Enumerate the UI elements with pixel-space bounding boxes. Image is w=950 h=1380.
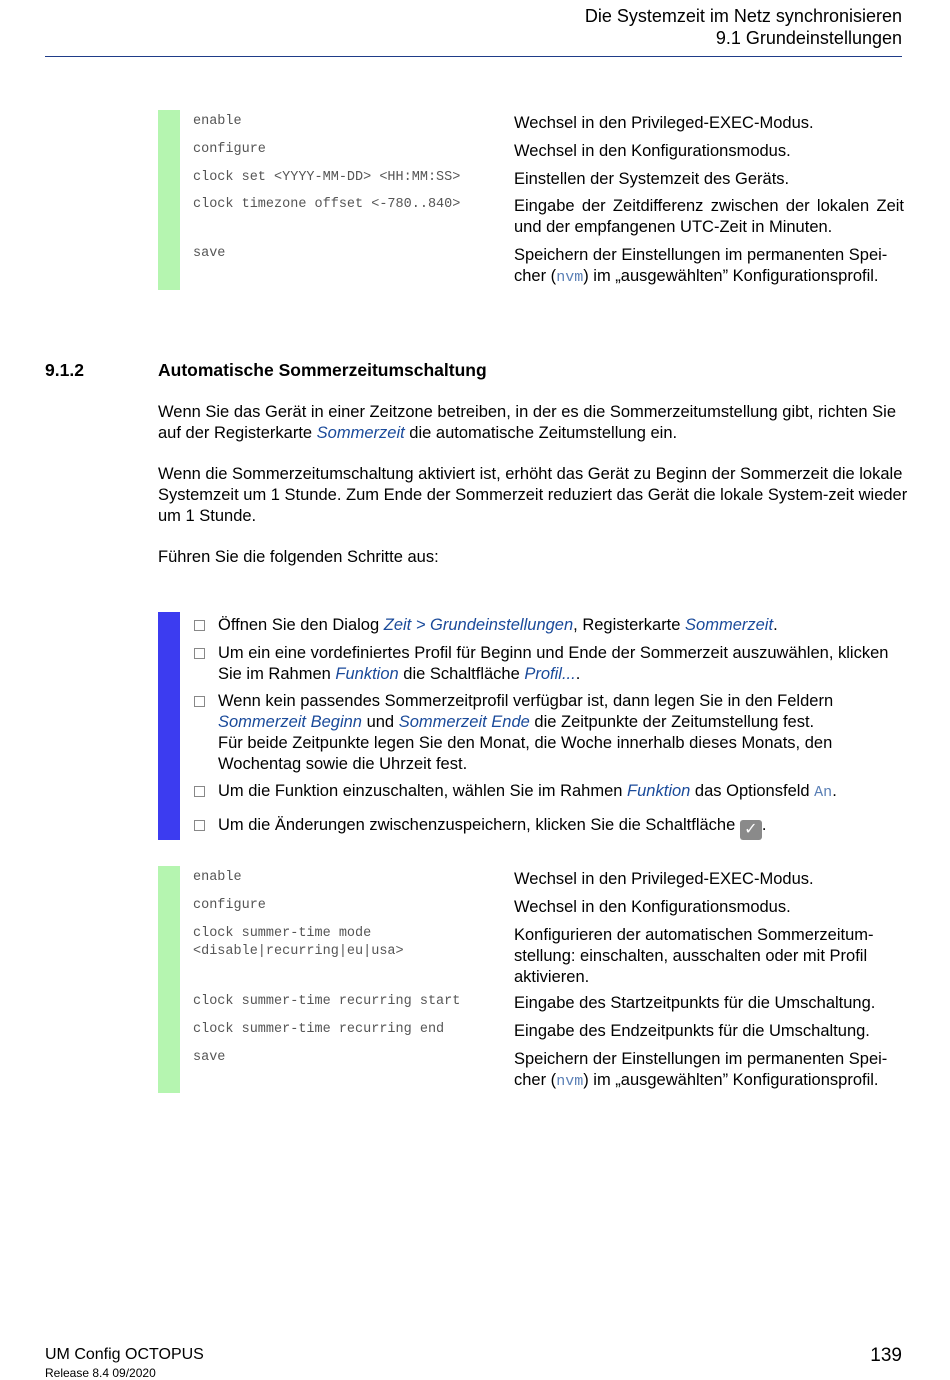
command: clock summer-time recurring start — [193, 994, 461, 1009]
section-title: Automatische Sommerzeitumschaltung — [158, 360, 487, 380]
step-text — [218, 615, 898, 636]
header-rule — [45, 56, 902, 57]
paragraph-text: die automatische Zeitumstellung ein. — [404, 424, 678, 442]
description: Wechsel in den Konfigurationsmodus. — [514, 898, 791, 916]
command — [193, 925, 493, 961]
paragraph — [158, 402, 908, 444]
description: Eingabe des Startzeitpunkts für die Umschaltung. — [514, 994, 876, 1012]
description: Wechsel in den Konfigurationsmodus. — [514, 142, 791, 160]
paragraph: Führen Sie die folgenden Schritte aus: — [158, 548, 439, 566]
command: configure — [193, 142, 266, 157]
step-text — [218, 691, 898, 775]
command: configure — [193, 898, 266, 913]
header-section-title: 9.1 Grundeinstellungen — [715, 28, 902, 48]
ui-reference: Profil... — [524, 665, 576, 683]
step-text — [218, 643, 898, 685]
step-text-part: . — [761, 816, 767, 834]
command: save — [193, 1050, 226, 1065]
step-text — [218, 815, 898, 840]
step-text-part: . — [832, 782, 837, 800]
description-text: Speichern der Einstellungen im permanenten Spei-cher ( — [514, 1050, 888, 1089]
description — [514, 245, 904, 288]
step-checkbox-icon — [194, 820, 205, 831]
inline-code: An — [814, 784, 833, 801]
step-text-part: Wenn kein passendes Sommerzeitprofil verfügbar ist, dann legen Sie in den Feldern — [218, 692, 834, 710]
command: clock set <YYYY-MM-DD> <HH:MM:SS> — [193, 170, 461, 185]
ui-reference: Sommerzeit Ende — [398, 713, 530, 731]
paragraph-text: Wenn Sie das Gerät in einer Zeitzone betreiben, in der es die Sommerzeitumstellung gibt, richten Sie auf der Registerkarte — [158, 403, 896, 442]
step-checkbox-icon — [194, 696, 205, 707]
command-line: <disable|recurring|eu|usa> — [193, 944, 404, 959]
step-text-part: Um die Funktion einzuschalten, wählen Sie im Rahmen — [218, 782, 628, 800]
ui-reference: Funktion — [335, 665, 399, 683]
step-checkbox-icon — [194, 648, 205, 659]
command-block-marker — [158, 110, 180, 290]
step-text-part: Um die Änderungen zwischenzuspeichern, klicken Sie die Schaltfläche — [218, 816, 740, 834]
description-text: Speichern der Einstellungen im permanenten Spei-cher ( — [514, 246, 888, 285]
description: Wechsel in den Privileged-EXEC-Modus. — [514, 114, 814, 132]
footer-product: UM Config OCTOPUS — [45, 1346, 204, 1363]
checkmark-button-icon: ✓ — [740, 820, 762, 840]
ui-reference: Zeit > Grundeinstellungen — [383, 616, 574, 634]
ui-reference: Sommerzeit — [685, 616, 774, 634]
command: clock timezone offset <-780..840> — [193, 197, 461, 212]
step-text-part: die Zeitpunkte der Zeitumstellung fest. — [529, 713, 815, 731]
page-number: 139 — [870, 1345, 902, 1366]
section-number: 9.1.2 — [45, 360, 84, 380]
inline-code: nvm — [556, 269, 584, 286]
step-text-part: und — [361, 713, 399, 731]
command: clock summer-time recurring end — [193, 1022, 445, 1037]
inline-code: nvm — [556, 1073, 584, 1090]
step-text-part: die Schaltfläche — [398, 665, 525, 683]
ui-reference: Sommerzeit — [316, 424, 405, 442]
step-text — [218, 781, 898, 803]
description: Eingabe der Zeitdifferenz zwischen der lokalen Zeit und der empfangenen UTC-Zeit in Minuten. — [514, 197, 904, 236]
step-text-part: Für beide Zeitpunkte legen Sie den Monat, die Woche innerhalb dieses Monats, den Wochentag sowie die Uhrzeit fest. — [218, 734, 833, 773]
command: enable — [193, 114, 242, 129]
description-text: ) im „ausgewählten” Konfigurationsprofil. — [583, 267, 879, 285]
description: Wechsel in den Privileged-EXEC-Modus. — [514, 870, 814, 888]
step-text-part: . — [575, 665, 581, 683]
ui-reference: Funktion — [627, 782, 691, 800]
step-text-part: das Optionsfeld — [690, 782, 815, 800]
step-checkbox-icon — [194, 786, 205, 797]
step-checkbox-icon — [194, 620, 205, 631]
description: Einstellen der Systemzeit des Geräts. — [514, 170, 790, 188]
step-text-part: Um ein eine vordefiniertes Profil für Beginn und Ende der Sommerzeit auszuwählen, klicken Sie im Rahmen — [218, 644, 889, 683]
command-line: clock summer-time mode — [193, 926, 372, 941]
paragraph: Wenn die Sommerzeitumschaltung aktiviert ist, erhöht das Gerät zu Beginn der Sommerzeit die lokale Systemzeit um 1 Stunde. Zum Ende der Sommerzeit reduziert das Gerät die lokale System-zeit wieder um 1 Stunde. — [158, 465, 908, 525]
description-text: ) im „ausgewählten” Konfigurationsprofil. — [583, 1071, 879, 1089]
ui-reference: Sommerzeit Beginn — [218, 713, 362, 731]
command: enable — [193, 870, 242, 885]
step-text-part: . — [773, 616, 778, 634]
command-block-marker — [158, 866, 180, 1093]
step-text-part: Öffnen Sie den Dialog — [218, 616, 384, 634]
step-text-part: , Registerkarte — [573, 616, 686, 634]
footer-release: Release 8.4 09/2020 — [45, 1366, 156, 1380]
description — [514, 1049, 904, 1092]
description: Eingabe des Endzeitpunkts für die Umschaltung. — [514, 1022, 870, 1040]
instruction-block-marker — [158, 612, 180, 840]
description: Konfigurieren der automatischen Sommerzeitum-stellung: einschalten, ausschalten oder mit Profil aktivieren. — [514, 926, 874, 986]
command: save — [193, 246, 226, 261]
header-chapter-title: Die Systemzeit im Netz synchronisieren — [584, 6, 902, 26]
